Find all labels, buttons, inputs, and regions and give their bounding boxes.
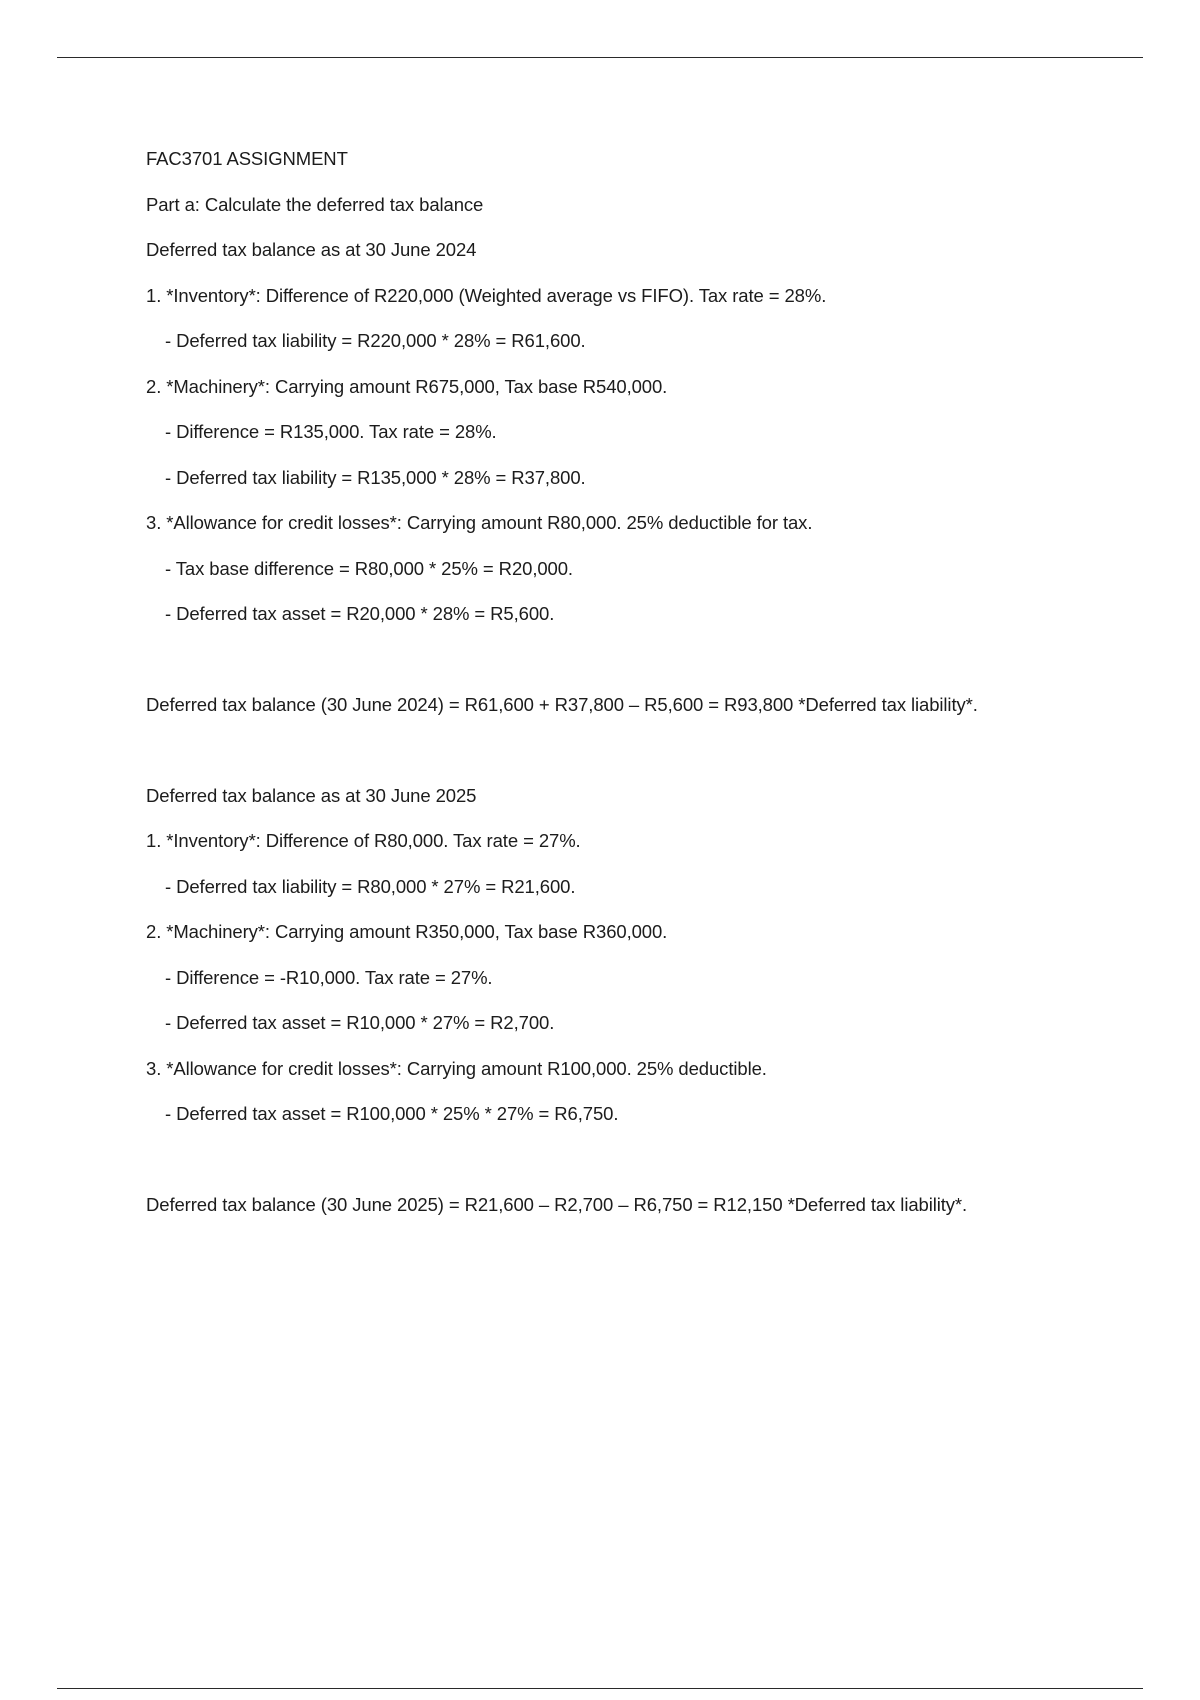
footer-rule <box>57 1688 1143 1689</box>
section-2025-item-inventory-liability: - Deferred tax liability = R80,000 * 27% = R21,600. <box>165 876 576 897</box>
section-2025-item-credit-losses: 3. *Allowance for credit losses*: Carrying amount R100,000. 25% deductible. <box>146 1058 767 1079</box>
section-2024-item-credit-losses-base: - Tax base difference = R80,000 * 25% = R20,000. <box>165 558 573 579</box>
section-2025-item-machinery: 2. *Machinery*: Carrying amount R350,000, Tax base R360,000. <box>146 921 668 942</box>
section-2024-item-inventory-liability: - Deferred tax liability = R220,000 * 28% = R61,600. <box>165 330 586 351</box>
document-title: FAC3701 ASSIGNMENT <box>146 148 348 169</box>
section-2025-heading: Deferred tax balance as at 30 June 2025 <box>146 785 477 806</box>
section-2025-item-inventory: 1. *Inventory*: Difference of R80,000. Tax rate = 27%. <box>146 830 581 851</box>
section-2024-item-machinery-liability: - Deferred tax liability = R135,000 * 28% = R37,800. <box>165 467 586 488</box>
section-2025-item-machinery-difference: - Difference = -R10,000. Tax rate = 27%. <box>165 967 493 988</box>
section-2024-item-inventory: 1. *Inventory*: Difference of R220,000 (Weighted average vs FIFO). Tax rate = 28%. <box>146 285 827 306</box>
section-2024-heading: Deferred tax balance as at 30 June 2024 <box>146 239 477 260</box>
document-body <box>146 0 1146 1700</box>
section-2024-total: Deferred tax balance (30 June 2024) = R61,600 + R37,800 – R5,600 = R93,800 *Deferred tax liability*. <box>146 694 978 715</box>
section-2024-item-credit-losses-asset: - Deferred tax asset = R20,000 * 28% = R5,600. <box>165 603 555 624</box>
section-2024-item-machinery-difference: - Difference = R135,000. Tax rate = 28%. <box>165 421 497 442</box>
part-heading: Part a: Calculate the deferred tax balance <box>146 194 484 215</box>
section-2025-total: Deferred tax balance (30 June 2025) = R21,600 – R2,700 – R6,750 = R12,150 *Deferred tax liability*. <box>146 1194 968 1215</box>
section-2024-item-credit-losses: 3. *Allowance for credit losses*: Carrying amount R80,000. 25% deductible for tax. <box>146 512 813 533</box>
section-2025-item-credit-losses-asset: - Deferred tax asset = R100,000 * 25% * 27% = R6,750. <box>165 1103 619 1124</box>
section-2024-item-machinery: 2. *Machinery*: Carrying amount R675,000, Tax base R540,000. <box>146 376 668 397</box>
section-2025-item-machinery-asset: - Deferred tax asset = R10,000 * 27% = R2,700. <box>165 1012 555 1033</box>
